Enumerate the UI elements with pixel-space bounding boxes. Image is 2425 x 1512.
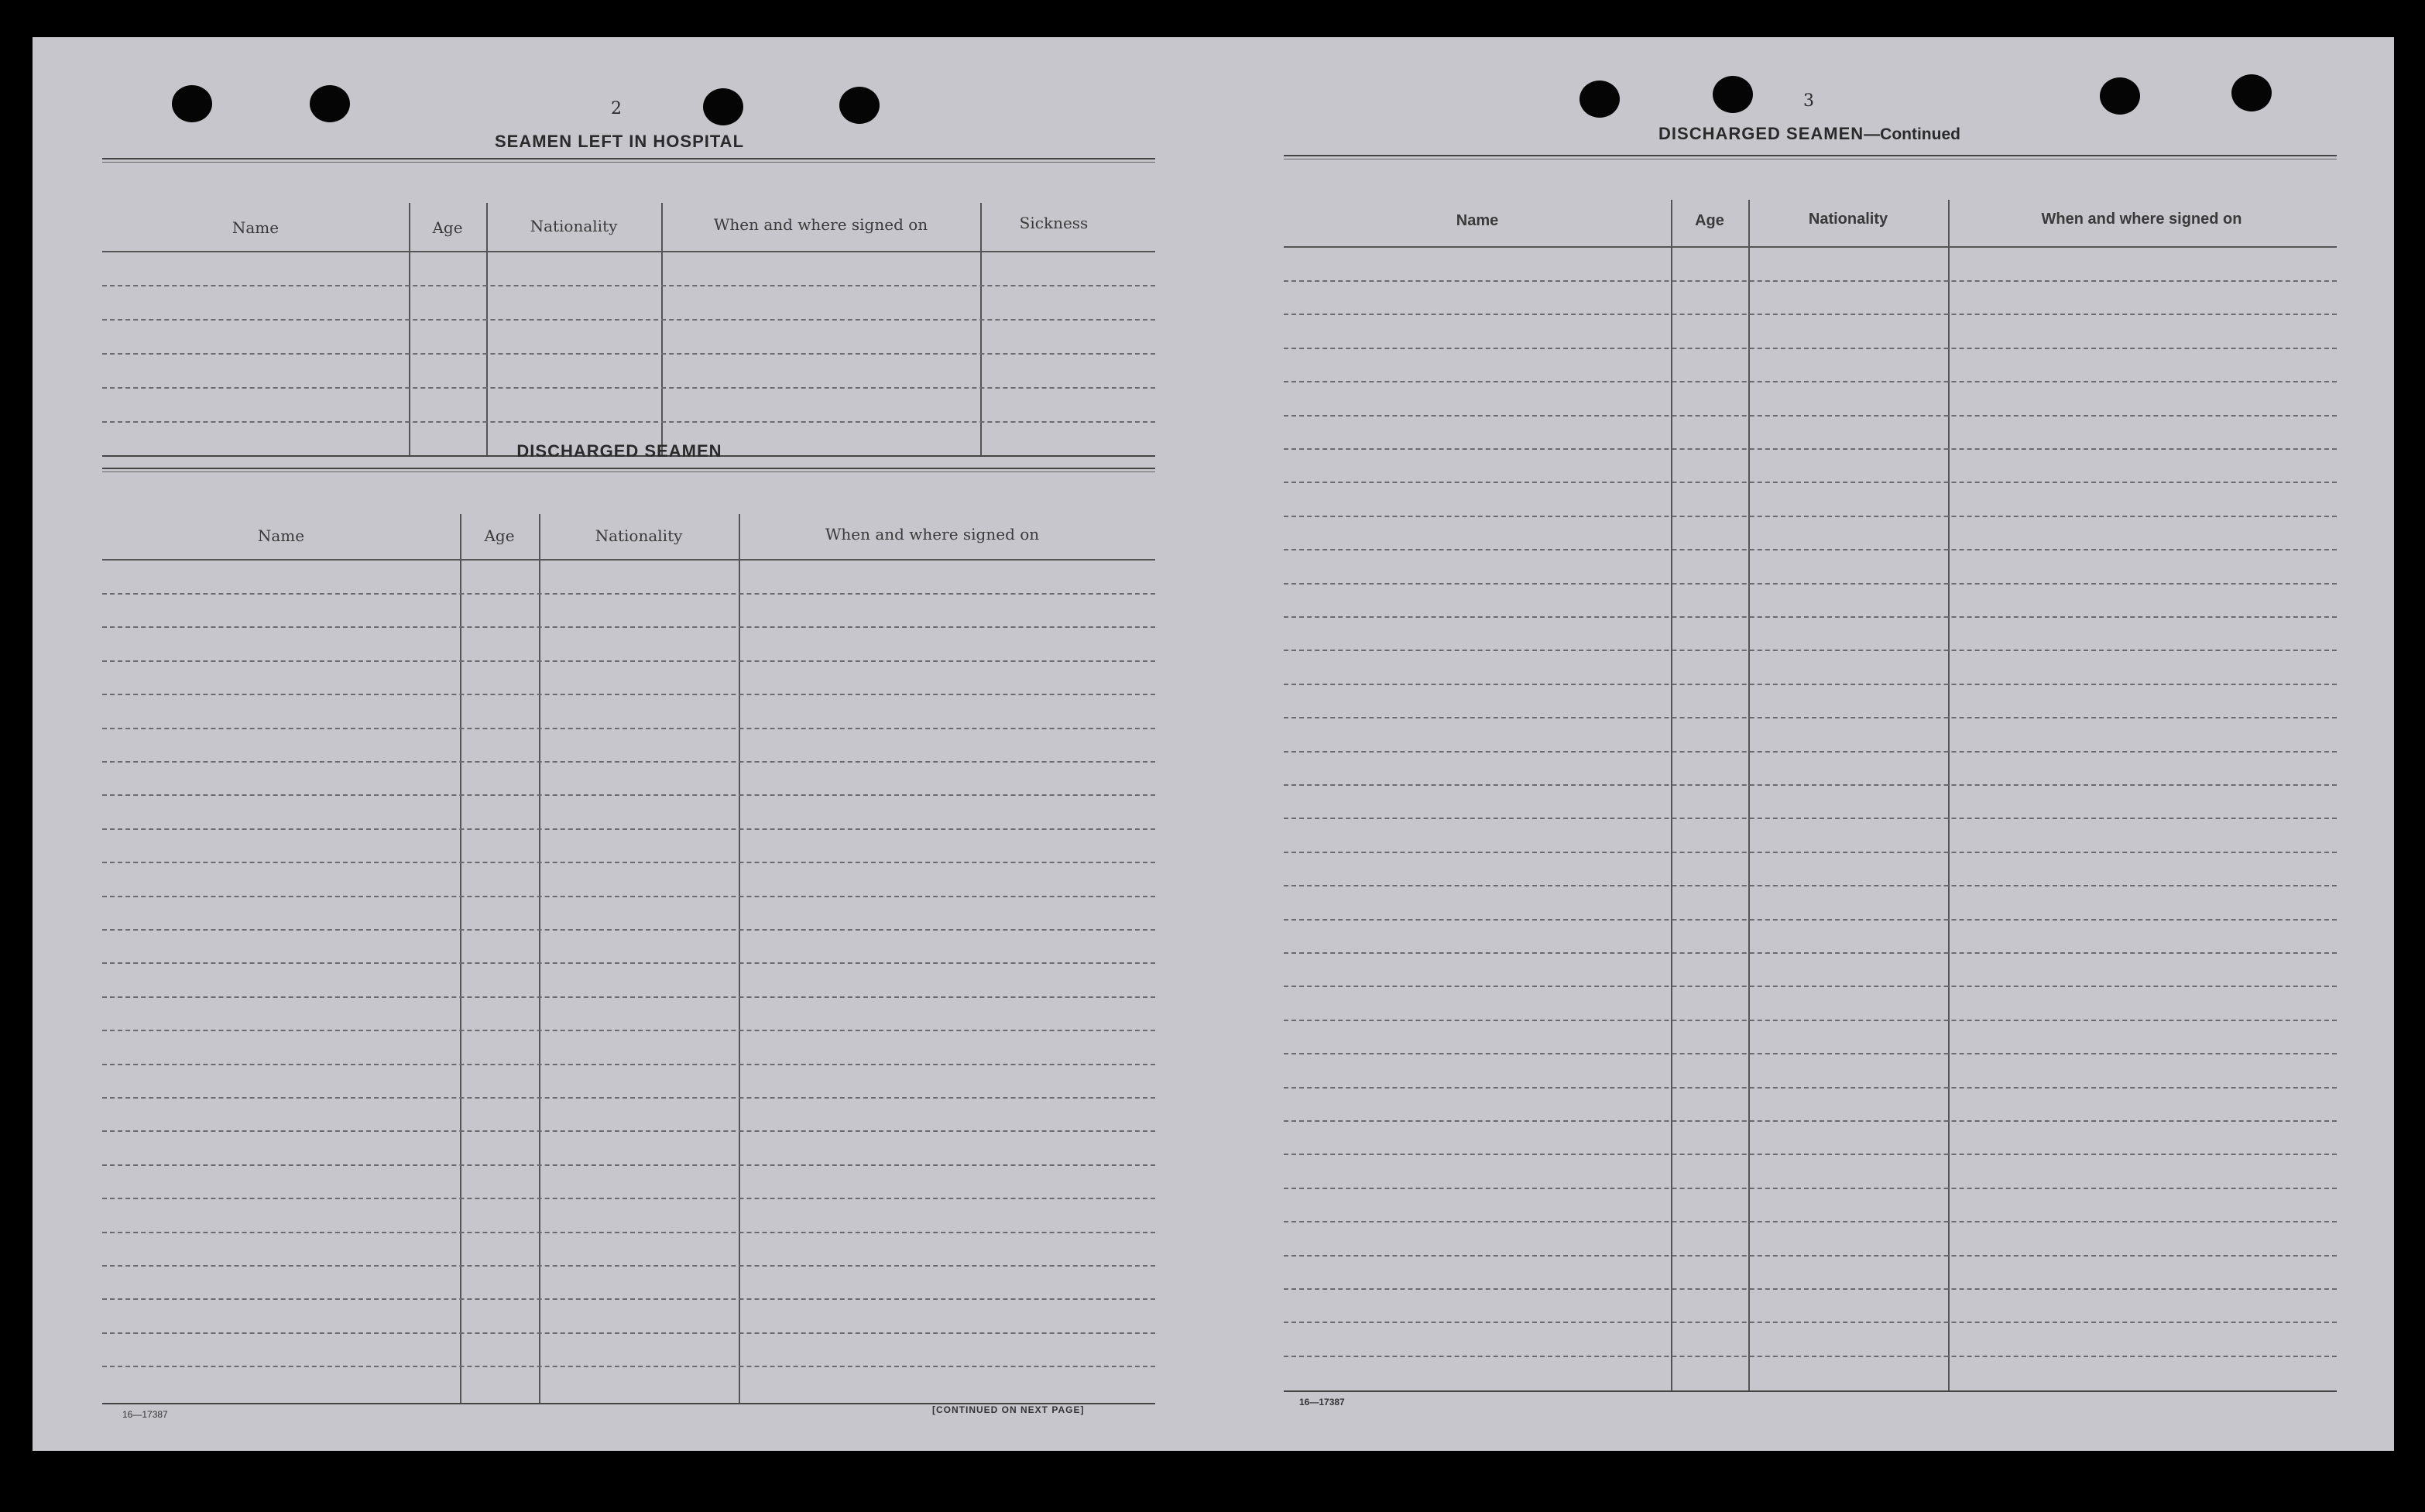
table-row: [102, 1064, 1155, 1065]
table-row: [1284, 751, 2337, 753]
table-row: [1284, 314, 2337, 315]
table-row: [102, 828, 1155, 830]
column-header-age: Age: [484, 526, 515, 545]
table-row: [102, 421, 1155, 423]
punch-hole: [1580, 81, 1620, 118]
table-rule: [102, 471, 1155, 472]
title-main: DISCHARGED SEAMEN: [1658, 124, 1864, 143]
table-row: [102, 353, 1155, 355]
column-divider: [661, 203, 663, 457]
table-row: [102, 1298, 1155, 1300]
table-row: [1284, 448, 2337, 450]
table-row: [102, 626, 1155, 628]
table-row: [1284, 616, 2337, 618]
table-rule: [1284, 155, 2337, 156]
table-row: [102, 1332, 1155, 1334]
table-row: [1284, 482, 2337, 483]
form-number-left: 16—17387: [122, 1409, 168, 1420]
column-divider: [980, 203, 982, 457]
table-row: [102, 1232, 1155, 1233]
header-divider: [102, 251, 1155, 252]
table-row: [1284, 583, 2337, 585]
column-divider: [409, 203, 410, 457]
title-suffix: —Continued: [1864, 125, 1960, 143]
table-row: [102, 1164, 1155, 1166]
hospital-table: [102, 158, 1155, 460]
table-row: [1284, 1087, 2337, 1089]
column-divider: [539, 514, 540, 1404]
column-divider: [739, 514, 740, 1404]
column-header-sickness: Sickness: [1019, 214, 1089, 232]
discharged-continued-title: [1635, 124, 1984, 144]
table-row: [1284, 885, 2337, 886]
table-row: [1284, 549, 2337, 550]
table-row: [1284, 986, 2337, 987]
table-row: [1284, 1322, 2337, 1323]
table-row: [102, 1097, 1155, 1099]
punch-hole: [2100, 77, 2140, 115]
page-number-right: 3: [1803, 91, 1814, 111]
table-row: [102, 285, 1155, 286]
table-row: [102, 660, 1155, 662]
column-header-signed-on: When and where signed on: [2041, 211, 2242, 228]
discharged-table: [102, 468, 1155, 1412]
punch-hole: [703, 88, 743, 125]
table-row: [102, 593, 1155, 595]
column-header-signed-on: When and where signed on: [825, 525, 1040, 543]
column-divider: [1748, 200, 1750, 1392]
table-row: [1284, 516, 2337, 517]
table-row: [102, 1030, 1155, 1031]
column-header-nationality: Nationality: [595, 526, 683, 545]
table-row: [1284, 1288, 2337, 1290]
table-row: [1284, 852, 2337, 853]
table-row: [1284, 415, 2337, 417]
header-divider: [1284, 246, 2337, 248]
table-rule: [102, 468, 1155, 469]
table-row: [1284, 1188, 2337, 1189]
table-row: [102, 319, 1155, 321]
table-row: [1284, 1255, 2337, 1257]
column-header-age: Age: [1695, 212, 1724, 229]
table-row: [1284, 919, 2337, 921]
table-row: [1284, 1356, 2337, 1357]
table-row: [1284, 1053, 2337, 1054]
column-divider: [460, 514, 461, 1404]
column-header-name: Name: [1456, 212, 1499, 229]
table-row: [102, 862, 1155, 863]
table-row: [102, 387, 1155, 389]
table-row: [1284, 818, 2337, 819]
hospital-section-title: SEAMEN LEFT IN HOSPITAL: [494, 132, 745, 151]
column-divider: [1671, 200, 1672, 1392]
table-rule: [102, 162, 1155, 163]
punch-hole: [172, 85, 212, 122]
table-row: [1284, 952, 2337, 954]
table-rule: [102, 158, 1155, 159]
table-row: [1284, 717, 2337, 718]
table-row: [1284, 784, 2337, 786]
table-row: [102, 896, 1155, 897]
column-divider: [1948, 200, 1950, 1392]
table-row: [102, 728, 1155, 729]
table-row: [1284, 1120, 2337, 1122]
table-row: [102, 694, 1155, 695]
table-row: [102, 794, 1155, 796]
table-bottom-rule: [1284, 1390, 2337, 1392]
table-row: [1284, 280, 2337, 282]
table-row: [102, 1366, 1155, 1367]
table-row: [102, 761, 1155, 763]
punch-hole: [310, 85, 350, 122]
table-row: [1284, 1221, 2337, 1222]
discharged-section-title: DISCHARGED SEAMEN: [516, 441, 722, 461]
table-row: [102, 996, 1155, 998]
discharged-continued-table: [1284, 155, 2337, 1398]
table-row: [1284, 1020, 2337, 1021]
column-header-signed-on: When and where signed on: [713, 215, 928, 234]
punch-hole: [1713, 76, 1753, 113]
table-row: [102, 1130, 1155, 1132]
column-header-name: Name: [232, 218, 280, 237]
table-row: [102, 962, 1155, 964]
header-divider: [102, 559, 1155, 561]
punch-hole: [839, 87, 880, 124]
column-header-nationality: Nationality: [1808, 211, 1888, 228]
table-row: [1284, 381, 2337, 382]
form-number-right: 16—17387: [1299, 1397, 1345, 1407]
table-row: [102, 929, 1155, 931]
table-row: [1284, 1154, 2337, 1155]
column-header-age: Age: [432, 218, 463, 237]
column-header-nationality: Nationality: [530, 217, 618, 235]
table-row: [102, 1198, 1155, 1199]
table-row: [1284, 684, 2337, 685]
table-row: [1284, 650, 2337, 651]
table-row: [1284, 348, 2337, 349]
document-sheet: [33, 37, 2394, 1451]
table-row: [102, 1265, 1155, 1267]
column-header-name: Name: [257, 526, 305, 545]
column-divider: [486, 203, 488, 457]
continued-note: [CONTINUED ON NEXT PAGE]: [932, 1404, 1085, 1415]
punch-hole: [2231, 74, 2272, 111]
page-number-left: 2: [611, 99, 622, 118]
